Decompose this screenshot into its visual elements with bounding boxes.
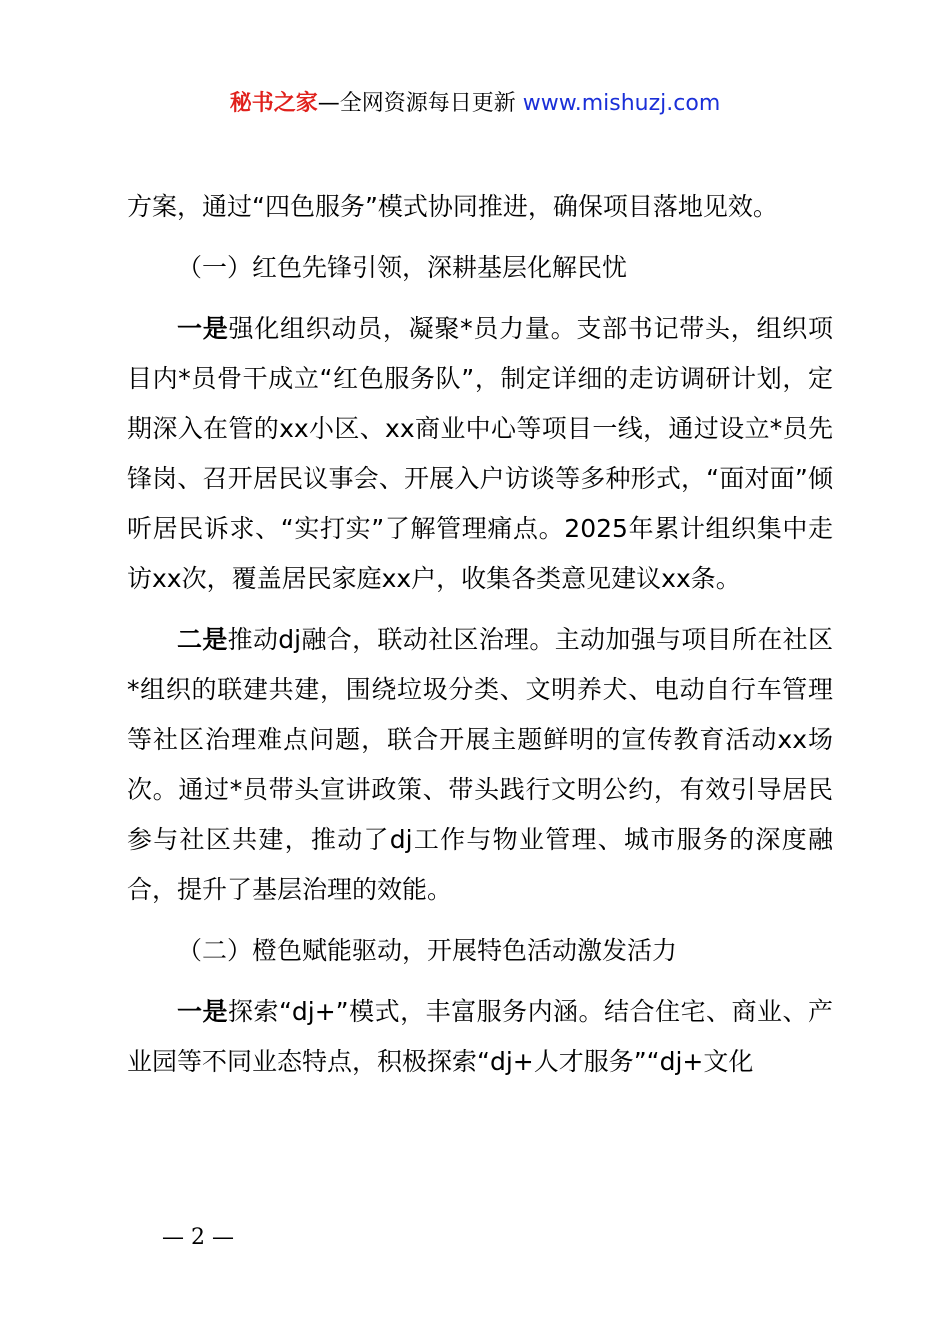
paragraph-lead-1: 一是 — [177, 314, 229, 343]
paragraph-item-3 — [127, 987, 833, 1087]
brand-name: 秘书之家 — [229, 91, 318, 116]
paragraph-item-1 — [127, 304, 833, 604]
paragraph-continuation: 方案，通过“四色服务”模式协同推进，确保项目落地见效。 — [127, 192, 778, 221]
paragraph-lead-2: 二是 — [177, 625, 228, 654]
paragraph-text-3: 探索“dj+”模式，丰富服务内涵。结合住宅、商业、产业园等不同业态特点，积极探索“dj+人才服务”“dj+文化 — [127, 997, 833, 1076]
paragraph-text-2: 推动dj融合，联动社区治理。主动加强与项目所在社区*组织的联建共建，围绕垃圾分类、文明养犬、电动自行车管理等社区治理难点问题，联合开展主题鲜明的宣传教育活动xx场次。通过*员带头宣讲政策、带头践行文明公约，有效引导居民参与社区共建，推动了dj工作与物业管理、城市服务的深度融合，提升了基层治理的效能。 — [127, 625, 833, 904]
site-url-link[interactable]: www.mishuzj.com — [522, 91, 721, 116]
paragraph-item-2 — [127, 615, 833, 915]
section-heading-1: （一）红色先锋引领，深耕基层化解民忧 — [177, 253, 628, 282]
page-number: — 2 — — [162, 1225, 234, 1250]
paragraph-text-1: 强化组织动员，凝聚*员力量。支部书记带头，组织项目内*员骨干成立“红色服务队”，制定详细的走访调研计划，定期深入在管的xx小区、xx商业中心等项目一线，通过设立*员先锋岗、召开居民议事会、开展入户访谈等多种形式，“面对面”倾听居民诉求、“实打实”了解管理痛点。2025年累计组织集中走访xx次，覆盖居民家庭xx户，收集各类意见建议xx条。 — [127, 314, 833, 593]
site-watermark-header — [0, 86, 950, 122]
brand-tagline: —全网资源每日更新 — [317, 91, 523, 116]
paragraph-lead-3: 一是 — [177, 997, 228, 1026]
section-heading-2: （二）橙色赋能驱动，开展特色活动激发活力 — [177, 936, 678, 965]
document-body — [127, 182, 833, 1087]
